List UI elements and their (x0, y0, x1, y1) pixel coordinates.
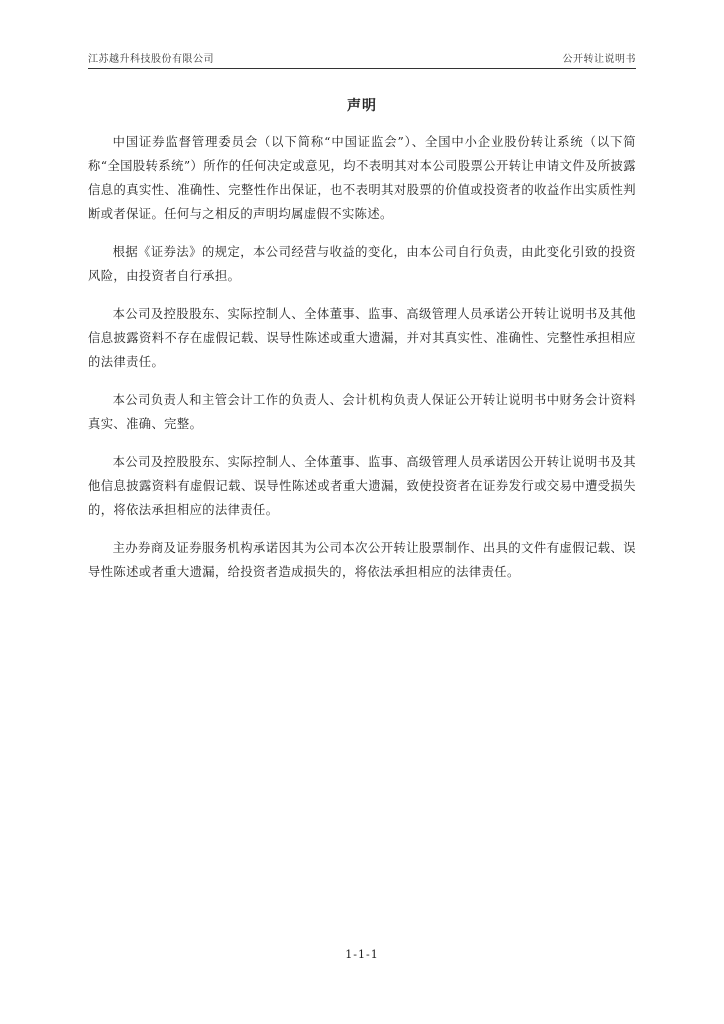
paragraph-2: 根据《证券法》的规定，本公司经营与收益的变化，由本公司自行负责，由此变化引致的投资风险，由投资者自行承担。 (88, 245, 636, 283)
page-number: 1-1-1 (345, 948, 379, 961)
declaration-body (88, 130, 636, 598)
paragraph-1: 中国证券监督管理委员会（以下简称“中国证监会”）、全国中小企业股份转让系统（以下简称“全国股转系统”）所作的任何决定或意见，均不表明其对本公司股票公开转让申请文件及所披露信息的真实性、准确性、完整性作出保证，也不表明其对股票的价值或投资者的收益作出实质性判断或者保证。任何与之相反的声明均属虚假不实陈述。 (88, 135, 636, 221)
page-header (88, 52, 636, 69)
header-document-name: 公开转让说明书 (562, 54, 636, 65)
page-title: 声明 (347, 98, 377, 114)
header-company-name: 江苏越升科技股份有限公司 (88, 54, 214, 65)
paragraph-3: 本公司及控股股东、实际控制人、全体董事、监事、高级管理人员承诺公开转让说明书及其他信息披露资料不存在虚假记载、误导性陈述或重大遗漏，并对其真实性、准确性、完整性承担相应的法律责任。 (88, 307, 636, 369)
paragraph-5: 本公司及控股股东、实际控制人、全体董事、监事、高级管理人员承诺因公开转让说明书及其他信息披露资料有虚假记载、误导性陈述或者重大遗漏，致使投资者在证券发行或交易中遭受损失的，将依法承担相应的法律责任。 (88, 455, 636, 517)
paragraph-6: 主办券商及证券服务机构承诺因其为公司本次公开转让股票制作、出具的文件有虚假记载、误导性陈述或者重大遗漏，给投资者造成损失的，将依法承担相应的法律责任。 (88, 541, 636, 579)
paragraph-4: 本公司负责人和主管会计工作的负责人、会计机构负责人保证公开转让说明书中财务会计资料真实、准确、完整。 (88, 393, 636, 431)
